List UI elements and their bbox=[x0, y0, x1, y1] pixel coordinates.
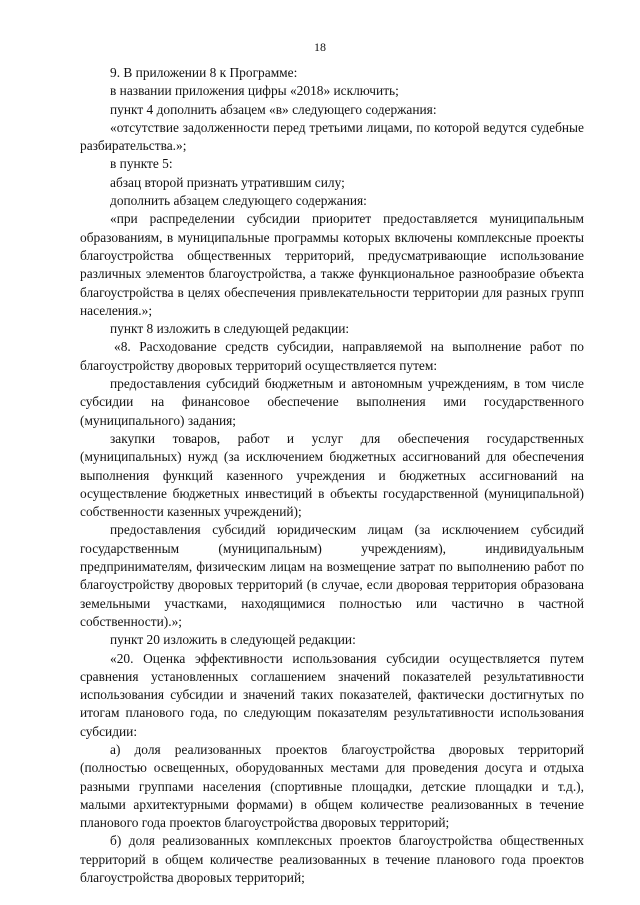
page-number: 18 bbox=[314, 40, 326, 54]
paragraph: «отсутствие задолженности перед третьими лицами, по которой ведутся судебные разбирательства.»; bbox=[80, 119, 584, 154]
paragraph: абзац второй признать утратившим силу; bbox=[110, 174, 345, 190]
paragraph: в пункте 5: bbox=[110, 156, 173, 172]
paragraph: «20. Оценка эффективности использования субсидии осуществляется путем сравнения установленных соглашением значений показателей результативности использования субсидии и значений таких показателей, фактически достигнутых по итогам планового года, по следующим показателям результативности использования субсидии: bbox=[80, 650, 584, 739]
paragraph: предоставления субсидий юридическим лицам (за исключением субсидий государственным (муниципальным) учреждениям), индивидуальным предпринимателям, физическим лицам на возмещение затрат по выполнению работ по благоустройству дворовых территорий (в случае, если дворовая территория образована земельными участками, находящимися полностью или частично в частной собственности).»; bbox=[80, 522, 584, 629]
paragraph: «при распределении субсидии приоритет предоставляется муниципальным образованиям, в муниципальные программы которых включены комплексные проекты благоустройства общественных территорий, предусматривающие использование различных элементов благоустройства, а также функциональное разнообразие объекта благоустройства в целях обеспечения привлекательности территории для разных групп населения.»; bbox=[80, 211, 584, 318]
paragraph: в названии приложения цифры «2018» исключить; bbox=[110, 83, 399, 99]
paragraph: а) доля реализованных проектов благоустройства дворовых территорий (полностью освещенных, оборудованных местами для проведения досуга и отдыха разными группами населения (спортивные площадки, детские площадки и т.д.), малыми архитектурными формами) в общем количестве реализованных в течение планового года проектов благоустройства дворовых территорий; bbox=[80, 741, 584, 831]
paragraph: 9. В приложении 8 к Программе: bbox=[110, 65, 298, 80]
paragraph: пункт 20 изложить в следующей редакции: bbox=[110, 632, 356, 648]
paragraph: дополнить абзацем следующего содержания: bbox=[110, 193, 367, 209]
paragraph: пункт 4 дополнить абзацем «в» следующего содержания: bbox=[110, 101, 437, 117]
paragraph: предоставления субсидий бюджетным и автономным учреждениям, в том числе субсидии на финансовое обеспечение выполнения ими государственного (муниципального) задания; bbox=[80, 376, 584, 428]
document-body bbox=[80, 64, 584, 887]
paragraph: закупки товаров, работ и услуг для обеспечения государственных (муниципальных) нужд (за исключением бюджетных ассигнований для обеспечения выполнения функций казенного учреждения и бюджетных ассигнований на осуществление бюджетных инвестиций в объекты государственной (муниципальной) собственности казенных учреждений); bbox=[80, 430, 584, 520]
paragraph: пункт 8 изложить в следующей редакции: bbox=[110, 321, 350, 337]
paragraph: б) доля реализованных комплексных проектов благоустройства общественных территорий в общем количестве реализованных в течение планового года проектов благоустройства дворовых территорий; bbox=[80, 833, 584, 886]
paragraph: «8. Расходование средств субсидии, направляемой на выполнение работ по благоустройству дворовых территорий осуществляется путем: bbox=[80, 339, 584, 373]
